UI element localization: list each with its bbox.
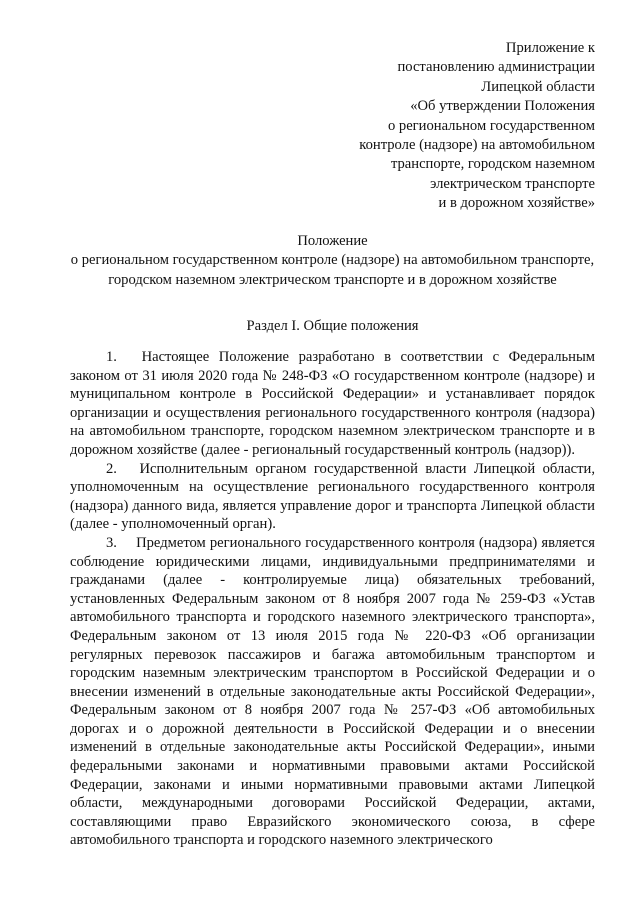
- paragraph-text: Исполнительным органом государственной власти Липецкой области, уполномоченным на осуществление регионального государственного контроля (надзора) данного вида, является управление дорог и транспорта Липецкой области (далее - уполномоченный орган).: [70, 460, 595, 533]
- appendix-line: Приложение к: [505, 40, 595, 56]
- paragraph-number: 3.: [106, 534, 117, 551]
- appendix-line: о региональном государственном: [387, 117, 595, 134]
- paragraph-text: Настоящее Положение разработано в соответствии с Федеральным законом от 31 июля 2020 года № 248-ФЗ «О государственном контроле (надзоре) и муниципальном контроле в Российской Федерации» и устанавливает порядок организации и осуществления регионального государственного контроля (надзора) на автомобильном транспорте, городском наземном электрическом транспорте и в дорожном хозяйстве (далее - региональный государственный контроль (надзор)).: [70, 349, 595, 458]
- title-subtitle: о региональном государственном контроле (надзоре) на автомобильном транспорте, городском наземном электрическом транспорте и в дорожном хозяйстве: [70, 252, 595, 288]
- appendix-line: Липецкой области: [481, 78, 595, 95]
- appendix-line: контроле (надзоре) на автомобильном: [359, 137, 595, 154]
- paragraph-number: 1.: [106, 349, 117, 365]
- paragraph-number: 2.: [106, 460, 117, 477]
- appendix-header: [330, 39, 595, 214]
- appendix-line: электрическом транспорте: [430, 175, 595, 192]
- appendix-line: и в дорожном хозяйстве»: [438, 195, 595, 212]
- paragraph-1: [70, 348, 595, 460]
- section-heading: Раздел I. Общие положения: [246, 318, 419, 334]
- appendix-line: «Об утверждении Положения: [410, 98, 595, 115]
- appendix-line: транспорте, городском наземном: [390, 156, 595, 173]
- paragraph-3: [70, 534, 595, 850]
- appendix-line: постановлению администрации: [397, 59, 595, 76]
- paragraph-text: Предметом регионального государственного контроля (надзора) является соблюдение юридическими лицами, индивидуальными предпринимателями и гражданами (далее - контролируемые лица) обязательных требований, установленных Федеральным законом от 8 ноября 2007 года № 259-ФЗ «Устав автомобильного транспорта и городского наземного электрического транспорта», Федеральным законом от 13 июля 2015 года № 220-ФЗ «Об организации регулярных перевозок пассажиров и багажа автомобильным транспортом и городским наземным электрическим транспортом в Российской Федерации и о внесении изменений в отдельные законодательные акты Российской Федерации», Федеральным законом от 8 ноября 2007 года № 257-ФЗ «Об автомобильных дорогах и о дорожной деятельности в Российской Федерации и о внесении изменений в отдельные законодательные акты Российской Федерации», иными федеральными законами и нормативными правовыми актами Российской Федерации, законами и иными нормативными правовыми актами Липецкой области, международными договорами Российской Федерации, актами, составляющими право Евразийского экономического союза, в сфере автомобильного транспорта и городского наземного электрического: [70, 534, 595, 849]
- title-word: Положение: [297, 233, 368, 249]
- document-title: [70, 232, 595, 290]
- paragraph-2: [70, 460, 595, 534]
- document-body: [70, 348, 595, 850]
